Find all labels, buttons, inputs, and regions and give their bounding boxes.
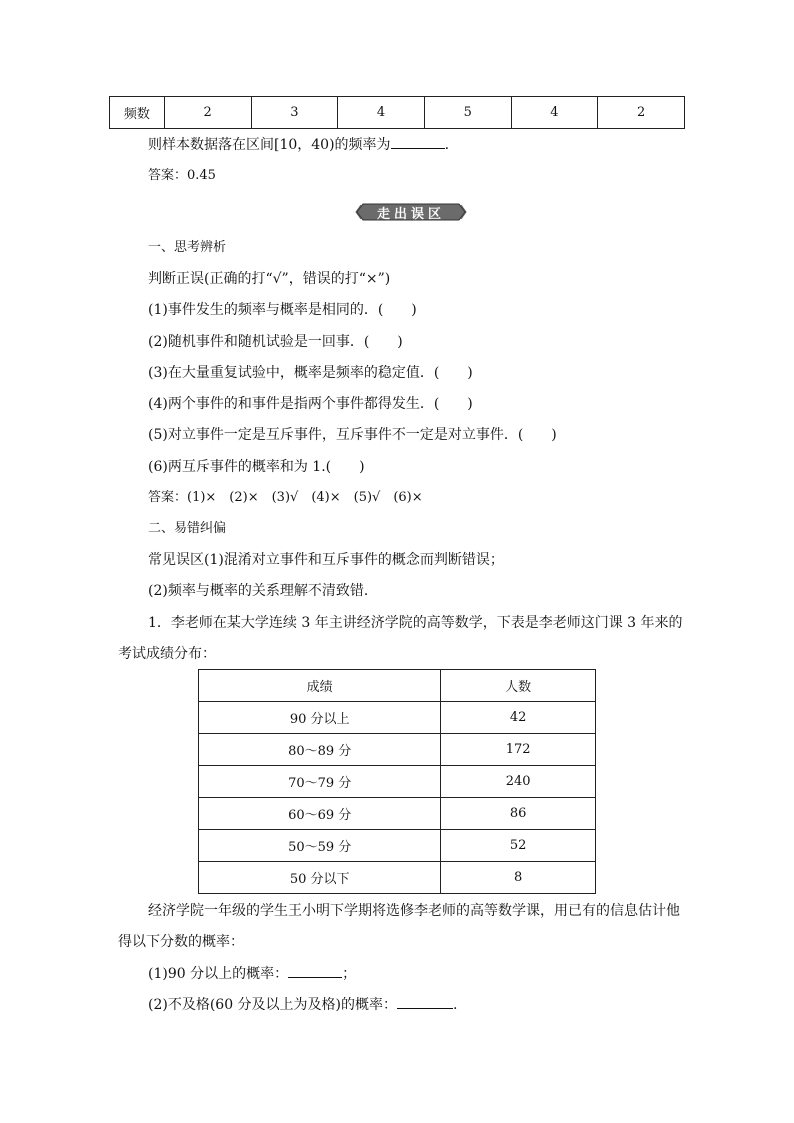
table-cell: 42 — [441, 702, 596, 734]
table-cell: 3 — [251, 97, 338, 129]
section1-title: 一、思考辨析 — [148, 240, 227, 255]
list-item: (6)两互斥事件的概率和为 1.( ) — [148, 459, 365, 475]
column-header: 成绩 — [199, 670, 441, 702]
list-item: (3)在大量重复试验中，概率是频率的稳定值．( ) — [148, 365, 473, 381]
table-cell: 8 — [441, 862, 596, 894]
banner-title: 走出误区 — [376, 206, 445, 222]
score-table — [198, 669, 596, 894]
answer-blank — [397, 994, 453, 1009]
table-cell: 50 分以下 — [199, 862, 441, 894]
after-table-line2: 得以下分数的概率： — [118, 934, 244, 950]
problem-line1: 1．李老师在某大学连续 3 年主讲经济学院的高等数学，下表是李老师这门课 3 年来的 — [148, 615, 683, 631]
question-text: (1)90 分以上的概率： — [148, 966, 289, 982]
section2-line2: (2)频率与概率的关系理解不清致错． — [148, 583, 378, 599]
question-2 — [148, 994, 457, 1015]
section-banner — [355, 202, 467, 222]
table-cell: 2 — [164, 97, 251, 129]
list-item: (5)对立事件一定是互斥事件，互斥事件不一定是对立事件．( ) — [148, 427, 557, 443]
table-cell: 60～69 分 — [199, 798, 441, 830]
list-item: (2)随机事件和随机试验是一回事．( ) — [148, 334, 403, 350]
table-row — [199, 862, 596, 894]
table-cell: 70～79 分 — [199, 766, 441, 798]
table-cell: 240 — [441, 766, 596, 798]
table-cell: 90 分以上 — [199, 702, 441, 734]
table-cell: 86 — [441, 798, 596, 830]
section2-title: 二、易错纠偏 — [148, 521, 227, 536]
question-text: 则样本数据落在区间[10，40)的频率为 — [148, 137, 391, 153]
section2-line1: 常见误区(1)混淆对立事件和互斥事件的概念而判断错误； — [148, 552, 504, 568]
table-cell: 50～59 分 — [199, 830, 441, 862]
table-row — [199, 830, 596, 862]
question-1 — [148, 963, 356, 984]
table-row — [199, 734, 596, 766]
list-item: (4)两个事件的和事件是指两个事件都得发生．( ) — [148, 396, 473, 412]
frequency-table — [109, 96, 685, 129]
question-end: . — [453, 997, 458, 1013]
table-cell: 4 — [511, 97, 598, 129]
question-text: (2)不及格(60 分及以上为及格)的概率： — [148, 997, 398, 1013]
answer-blank — [391, 134, 445, 149]
list-item: (1)事件发生的频率与概率是相同的．( ) — [148, 302, 417, 318]
table-cell: 5 — [424, 97, 511, 129]
table-cell: 80～89 分 — [199, 734, 441, 766]
table-cell: 2 — [598, 97, 685, 129]
after-table-line1: 经济学院一年级的学生王小明下学期将选修李老师的高等数学课，用已有的信息估计他 — [148, 903, 680, 919]
question-end: ； — [342, 966, 357, 982]
table-header-row — [199, 670, 596, 702]
table-row — [110, 97, 685, 129]
section1-answer: 答案：(1)× (2)× (3)√ (4)× (5)√ (6)× — [148, 490, 423, 505]
table-row — [199, 798, 596, 830]
problem-line2: 考试成绩分布： — [118, 646, 216, 662]
table-row — [199, 766, 596, 798]
answer-line: 答案：0.45 — [148, 168, 216, 183]
table-cell: 52 — [441, 830, 596, 862]
question-interval — [148, 134, 449, 155]
question-end: . — [444, 137, 450, 153]
column-header: 人数 — [441, 670, 596, 702]
table-cell: 4 — [338, 97, 425, 129]
section1-instruction: 判断正误(正确的打“√”，错误的打“×”) — [148, 271, 391, 287]
table-cell: 172 — [441, 734, 596, 766]
table-row — [199, 702, 596, 734]
answer-blank — [288, 963, 342, 978]
table-row-label: 频数 — [110, 97, 165, 129]
